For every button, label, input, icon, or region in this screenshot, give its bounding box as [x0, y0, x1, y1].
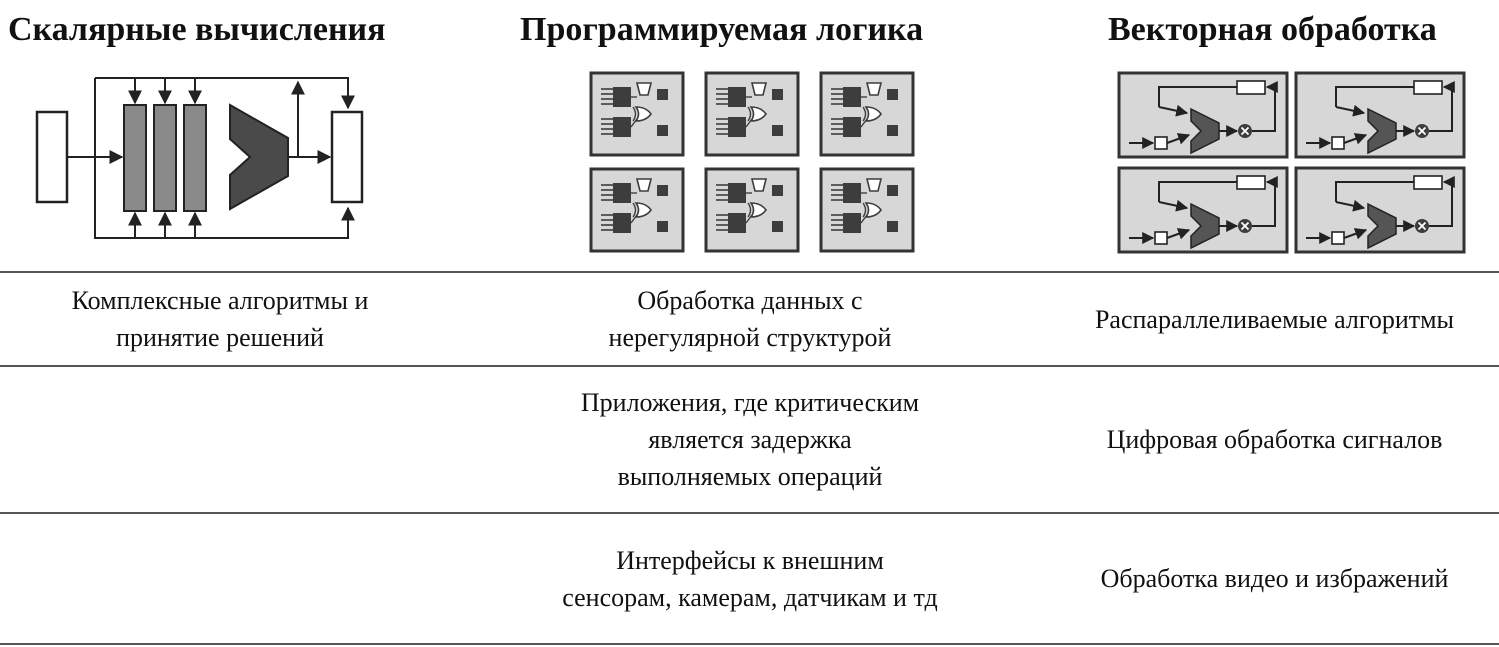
cell-line: Обработка видео и избражений — [1100, 564, 1449, 593]
cell-r1-c2 — [1050, 367, 1499, 512]
vector-tile — [1119, 73, 1287, 157]
register-2 — [154, 105, 176, 211]
cell-line: Комплексные алгоритмы и — [71, 286, 369, 315]
logic-tile — [706, 73, 798, 155]
logic-tile — [591, 169, 683, 251]
logic-tile — [821, 169, 913, 251]
vector-processing-diagram — [1116, 70, 1466, 256]
cell-r2-c2 — [1050, 514, 1499, 643]
cell-r1-c1 — [500, 367, 1000, 512]
cell-line: сенсорам, камерам, датчикам и тд — [562, 582, 938, 612]
heading-programmable-logic: Программируемая логика — [520, 11, 924, 48]
logic-tile — [706, 169, 798, 251]
input-block — [37, 112, 67, 202]
cell-line: Интерфейсы к внешним — [616, 545, 884, 575]
vector-tile — [1296, 168, 1464, 252]
register-3 — [184, 105, 206, 211]
logic-tile — [591, 73, 683, 155]
cell-line: Цифровая обработка сигналов — [1106, 425, 1443, 454]
alu-shape — [230, 105, 288, 209]
heading-scalar: Скалярные вычисления — [8, 11, 386, 48]
scalar-diagram — [30, 68, 370, 248]
vector-tile — [1296, 73, 1464, 157]
cell-r0-c1 — [500, 273, 1000, 365]
register-1 — [124, 105, 146, 211]
cell-line: принятие решений — [116, 323, 324, 352]
cell-line: выполняемых операций — [617, 462, 883, 491]
output-block — [332, 112, 362, 202]
vector-tile — [1119, 168, 1287, 252]
cell-line: является задержка — [648, 425, 852, 454]
logic-tile — [821, 73, 913, 155]
cell-line: Распараллеливаемые алгоритмы — [1094, 304, 1455, 334]
cell-r0-c2 — [1050, 273, 1499, 365]
table-rule-bottom — [0, 643, 1499, 645]
cell-line: Обработка данных с — [637, 286, 863, 315]
cell-r0-c0 — [0, 273, 440, 365]
cell-r2-c1 — [500, 514, 1000, 643]
cell-line: Приложения, где критическим — [580, 388, 920, 417]
programmable-logic-diagram — [586, 70, 916, 256]
heading-vector: Векторная обработка — [1108, 11, 1437, 48]
cell-line: нерегулярной структурой — [608, 323, 892, 352]
